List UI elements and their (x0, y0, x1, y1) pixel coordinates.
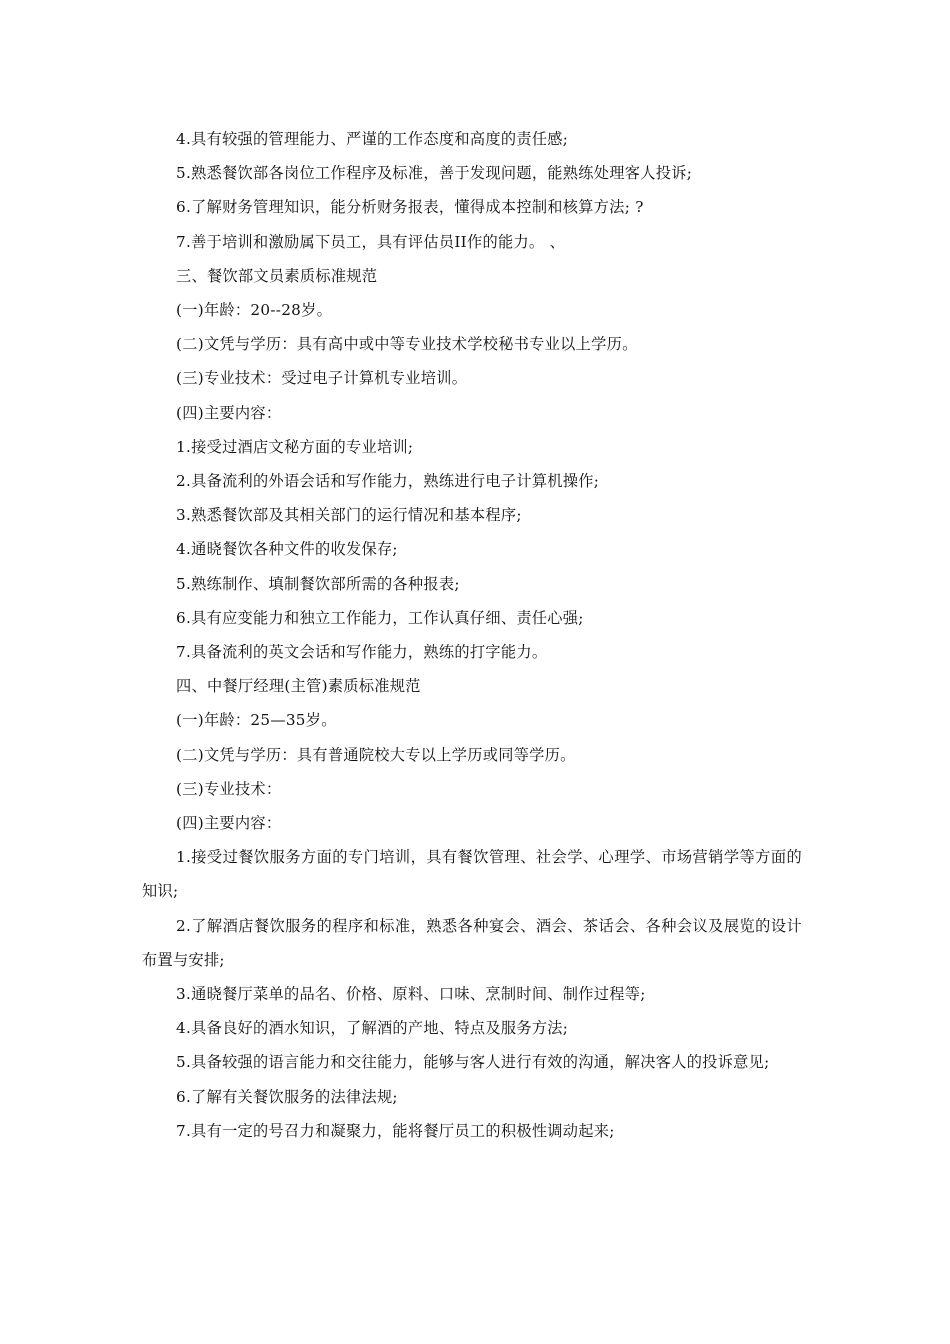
list-item: (一)年龄：20--28岁。 (176, 301, 333, 320)
section-heading: 三、餐饮部文员素质标准规范 (176, 266, 378, 285)
list-item: (二)文凭与学历：具有高中或中等专业技术学校秘书专业以上学历。 (176, 335, 638, 354)
list-item: 7.具有一定的号召力和凝聚力，能将餐厅员工的积极性调动起来; (176, 1121, 615, 1140)
list-item: 3.熟悉餐饮部及其相关部门的运行情况和基本程序; (176, 506, 522, 525)
list-item: 4.具备良好的酒水知识，了解酒的产地、特点及服务方法; (176, 1019, 569, 1038)
list-item: 6.了解有关餐饮服务的法律法规; (176, 1087, 398, 1106)
section-heading: 四、中餐厅经理(主管)素质标准规范 (176, 677, 421, 696)
list-item: 1.接受过酒店文秘方面的专业培训; (176, 437, 414, 456)
list-item: (四)主要内容： (176, 814, 282, 833)
list-item: 3.通晓餐厅菜单的品名、价格、原料、口味、烹制时间、制作过程等; (176, 985, 646, 1004)
list-item: 4.具有较强的管理能力、严谨的工作态度和高度的责任感; (176, 130, 569, 148)
list-item: 5.具备较强的语言能力和交往能力，能够与客人进行有效的沟通，解决客人的投诉意见; (176, 1053, 770, 1072)
list-item: 6.了解财务管理知识，能分析财务报表，懂得成本控制和核算方法; ? (176, 198, 644, 217)
list-item: 5.熟练制作、填制餐饮部所需的各种报表; (176, 574, 460, 593)
list-item: 5.熟悉餐饮部各岗位工作程序及标准，善于发现问题，能熟练处理客人投诉; (176, 164, 693, 183)
list-item: (一)年龄：25—35岁。 (176, 711, 337, 730)
list-item: (三)专业技术： (176, 779, 282, 798)
list-item: 2.了解酒店餐饮服务的程序和标准，熟悉各种宴会、酒会、茶话会、各种会议及展览的设计布置与安排; (142, 916, 802, 969)
list-item: 7.具备流利的英文会话和写作能力，熟练的打字能力。 (176, 643, 548, 662)
list-item: 1.接受过餐饮服务方面的专门培训，具有餐饮管理、社会学、心理学、市场营销学等方面的知识; (142, 848, 802, 901)
list-item: 6.具有应变能力和独立工作能力，工作认真仔细、责任心强; (176, 608, 584, 627)
list-item: 2.具备流利的外语会话和写作能力，熟练进行电子计算机操作; (176, 472, 600, 491)
list-item: 4.通晓餐饮各种文件的收发保存; (176, 540, 398, 559)
list-item: 7.善于培训和激励属下员工，具有评估员II作的能力。 、 (176, 232, 566, 251)
list-item: (三)专业技术：受过电子计算机专业培训。 (176, 369, 468, 388)
list-item: (四)主要内容： (176, 403, 282, 422)
list-item: (二)文凭与学历：具有普通院校大专以上学历或同等学历。 (176, 745, 576, 764)
document-body (142, 122, 802, 1148)
